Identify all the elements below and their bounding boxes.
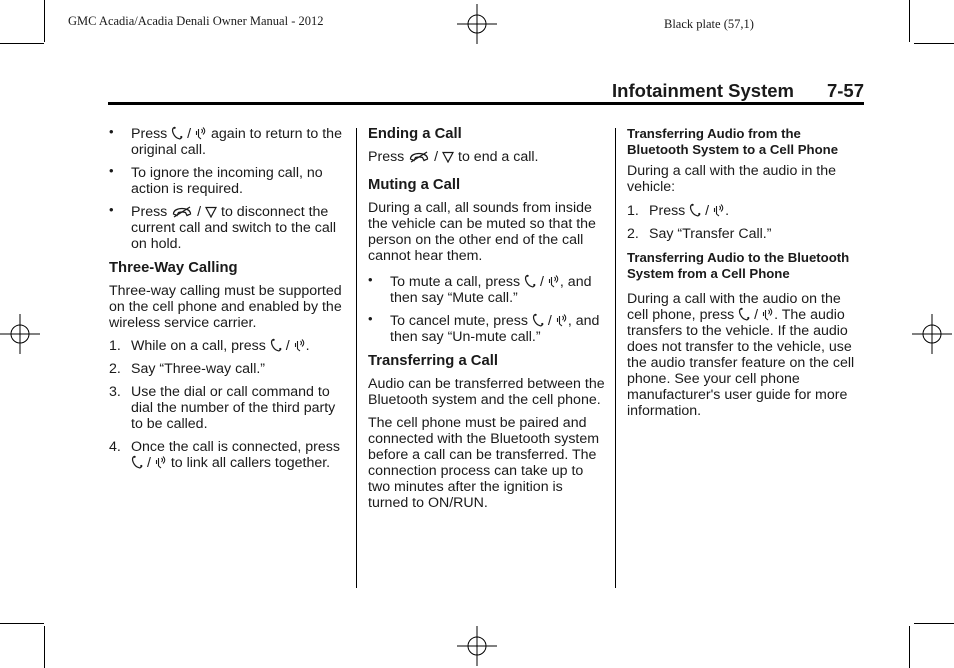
voice-recognition-icon bbox=[155, 455, 167, 469]
list-item: 1. Press / . bbox=[627, 203, 730, 219]
hang-up-icon bbox=[171, 206, 193, 218]
crop-mark bbox=[914, 623, 954, 624]
registration-mark-right-icon bbox=[912, 314, 952, 354]
phone-icon bbox=[689, 203, 701, 217]
phone-icon bbox=[270, 338, 282, 352]
phone-icon bbox=[171, 126, 183, 140]
list-item: 2. Say “Transfer Call.” bbox=[627, 226, 772, 242]
mute-list bbox=[368, 274, 606, 345]
section-heading: Three-Way Calling bbox=[109, 260, 238, 276]
hang-up-icon bbox=[408, 151, 430, 163]
seek-down-triangle-icon bbox=[205, 206, 217, 218]
column-3 bbox=[627, 126, 863, 426]
voice-recognition-icon bbox=[195, 126, 207, 140]
crop-mark bbox=[909, 0, 910, 42]
registration-mark-left-icon bbox=[0, 314, 40, 354]
paragraph: Press / to end a call. bbox=[368, 149, 539, 165]
column-2 bbox=[368, 126, 606, 518]
crop-mark bbox=[44, 0, 45, 42]
phone-icon bbox=[524, 274, 536, 288]
list-item: • Press / to disconnect the current call and switch to the call on hold. bbox=[109, 202, 337, 252]
voice-recognition-icon bbox=[762, 307, 774, 321]
registration-mark-bottom-icon bbox=[457, 626, 497, 666]
section-heading: Transferring a Call bbox=[368, 353, 498, 369]
paragraph: Three-way calling must be supported on the cell phone and enabled by the wireless service carrier. bbox=[109, 283, 342, 331]
list-item: 1. While on a call, press / . bbox=[109, 338, 310, 354]
voice-recognition-icon bbox=[548, 274, 560, 288]
list-item: • To ignore the incoming call, no action is required. bbox=[109, 163, 323, 197]
subsection-heading: Transferring Audio from the Bluetooth System to a Cell Phone bbox=[627, 126, 839, 157]
call-waiting-list bbox=[109, 126, 347, 252]
crop-mark bbox=[909, 626, 910, 668]
list-item: 2. Say “Three-way call.” bbox=[109, 361, 266, 377]
paragraph: During a call with the audio in the vehicle: bbox=[627, 163, 836, 195]
list-item: 4. Once the call is connected, press / to link all callers together. bbox=[109, 439, 340, 471]
section-heading: Muting a Call bbox=[368, 177, 461, 193]
subsection-heading: Transferring Audio to the Bluetooth System from a Cell Phone bbox=[627, 250, 850, 281]
list-item: • Press / again to return to the original call. bbox=[109, 124, 342, 158]
crop-mark bbox=[0, 43, 44, 44]
phone-icon bbox=[131, 455, 143, 469]
three-way-steps bbox=[109, 338, 347, 471]
paragraph: The cell phone must be paired and connected with the Bluetooth system before a call can be transferred. The connection process can take up to two minutes after the ignition is turned to ON/RUN. bbox=[368, 415, 600, 511]
crop-mark bbox=[44, 626, 45, 668]
column-divider bbox=[356, 128, 357, 588]
phone-icon bbox=[738, 307, 750, 321]
crop-mark bbox=[0, 623, 44, 624]
page-number: 7-57 bbox=[826, 80, 864, 101]
list-item: • To mute a call, press / , and then say “Mute call.” bbox=[368, 272, 592, 306]
phone-icon bbox=[532, 313, 544, 327]
page-header bbox=[108, 80, 864, 105]
list-item: 3. Use the dial or call command to dial the number of the third party to be called. bbox=[109, 384, 336, 432]
paragraph: During a call, all sounds from inside the vehicle can be muted so that the person on the other end of the call cannot hear them. bbox=[368, 200, 596, 264]
section-heading: Ending a Call bbox=[368, 126, 462, 142]
crop-mark bbox=[914, 43, 954, 44]
voice-recognition-icon bbox=[556, 313, 568, 327]
registration-mark-top-icon bbox=[457, 4, 497, 44]
voice-recognition-icon bbox=[713, 203, 725, 217]
section-title: Infotainment System bbox=[612, 80, 794, 101]
paragraph: Audio can be transferred between the Bluetooth system and the cell phone. bbox=[368, 376, 605, 408]
column-1 bbox=[109, 126, 347, 479]
transfer-to-phone-steps bbox=[627, 203, 863, 242]
paragraph: During a call with the audio on the cell phone, press / . The audio transfers to the vehicle. If the audio does not transfer to the vehicle, use the audio transfer feature on the cell phone. See your cell phone manufacturer's user guide for more information. bbox=[627, 291, 855, 419]
manual-title: GMC Acadia/Acadia Denali Owner Manual - 2012 bbox=[68, 14, 324, 28]
plate-label: Black plate (57,1) bbox=[664, 17, 754, 31]
seek-down-triangle-icon bbox=[442, 151, 454, 163]
column-divider bbox=[615, 128, 616, 588]
voice-recognition-icon bbox=[294, 338, 306, 352]
list-item: • To cancel mute, press / , and then say “Un-mute call.” bbox=[368, 311, 600, 345]
